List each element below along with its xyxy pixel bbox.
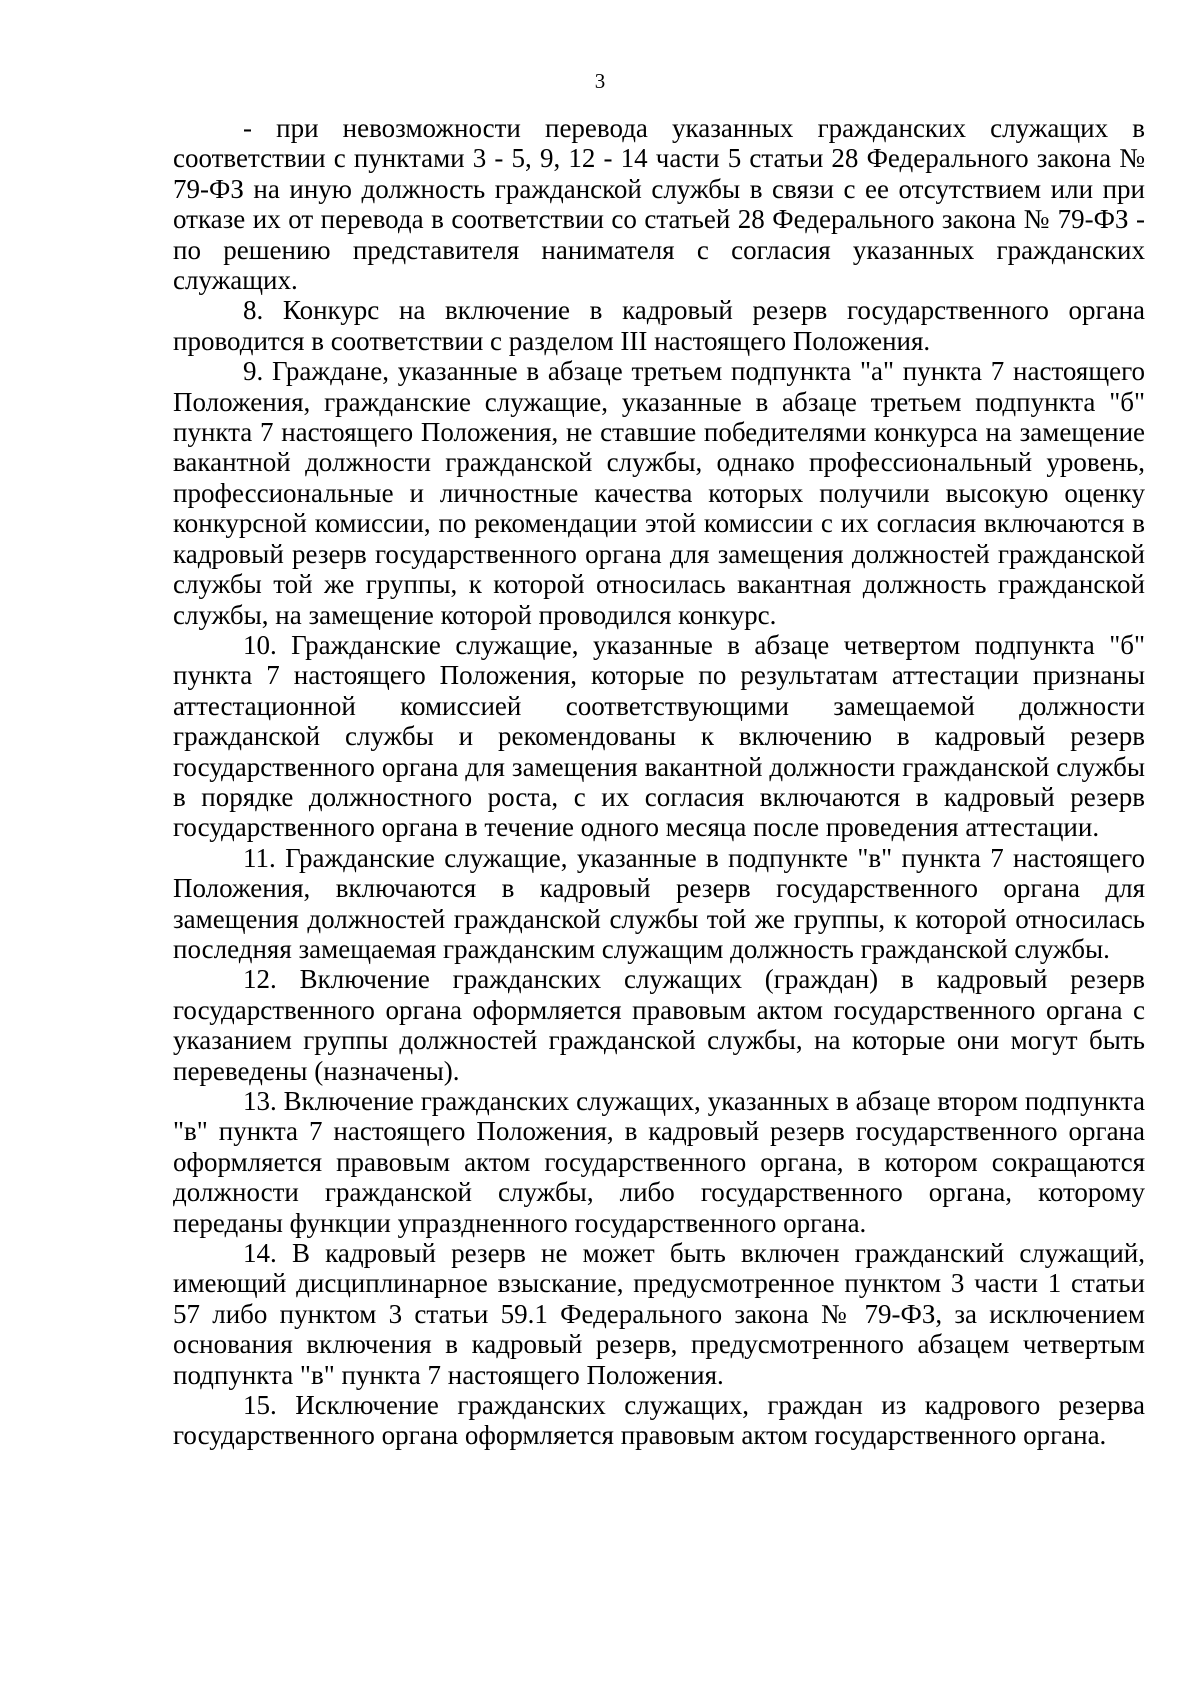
paragraph-12: 12. Включение гражданских служащих (граждан) в кадровый резерв государственного органа оформляется правовым актом государственного органа с указанием группы должностей гражданской службы, на которые они могут быть переведены (назначены). <box>173 964 1145 1086</box>
paragraph-15: 15. Исключение гражданских служащих, граждан из кадрового резерва государственного органа оформляется правовым актом государственного органа. <box>173 1390 1145 1451</box>
document-body <box>173 113 1145 1451</box>
paragraph-11: 11. Гражданские служащие, указанные в подпункте "в" пункта 7 настоящего Положения, включаются в кадровый резерв государственного органа для замещения должностей гражданской службы той же группы, к которой относилась последняя замещаемая гражданским служащим должность гражданской службы. <box>173 842 1145 964</box>
paragraph-14: 14. В кадровый резерв не может быть включен гражданский служащий, имеющий дисциплинарное взыскание, предусмотренное пунктом 3 части 1 статьи 57 либо пунктом 3 статьи 59.1 Федерального закона № 79-ФЗ, за исключением основания включения в кадровый резерв, предусмотренного абзацем четвертым подпункта "в" пункта 7 настоящего Положения. <box>173 1238 1145 1390</box>
paragraph-13: 13. Включение гражданских служащих, указанных в абзаце втором подпункта "в" пункта 7 настоящего Положения, в кадровый резерв государственного органа оформляется правовым актом государственного органа, в котором сокращаются должности гражданской службы, либо государственного органа, которому переданы функции упраздненного государственного органа. <box>173 1086 1145 1238</box>
page-number: 3 <box>594 69 606 93</box>
paragraph-7-continuation: - при невозможности перевода указанных гражданских служащих в соответствии с пунктами 3 - 5, 9, 12 - 14 части 5 статьи 28 Федерального закона № 79-ФЗ на иную должность гражданской службы в связи с ее отсутствием или при отказе их от перевода в соответствии со статьей 28 Федерального закона № 79-ФЗ - по решению представителя нанимателя с согласия указанных гражданских служащих. <box>173 113 1145 296</box>
paragraph-10: 10. Гражданские служащие, указанные в абзаце четвертом подпункта "б" пункта 7 настоящего Положения, которые по результатам аттестации признаны аттестационной комиссией соответствующими замещаемой должности гражданской службы и рекомендованы к включению в кадровый резерв государственного органа для замещения вакантной должности гражданской службы в порядке должностного роста, с их согласия включаются в кадровый резерв государственного органа в течение одного месяца после проведения аттестации. <box>173 629 1145 843</box>
paragraph-8: 8. Конкурс на включение в кадровый резерв государственного органа проводится в соответствии с разделом III настоящего Положения. <box>173 295 1145 356</box>
paragraph-9: 9. Граждане, указанные в абзаце третьем подпункта "а" пункта 7 настоящего Положения, гражданские служащие, указанные в абзаце третьем подпункта "б" пункта 7 настоящего Положения, не ставшие победителями конкурса на замещение вакантной должности гражданской службы, однако профессиональный уровень, профессиональные и личностные качества которых получили высокую оценку конкурсной комиссии, по рекомендации этой комиссии с их согласия включаются в кадровый резерв государственного органа для замещения должностей гражданской службы той же группы, к которой относилась вакантная должность гражданской службы, на замещение которой проводился конкурс. <box>173 356 1145 630</box>
